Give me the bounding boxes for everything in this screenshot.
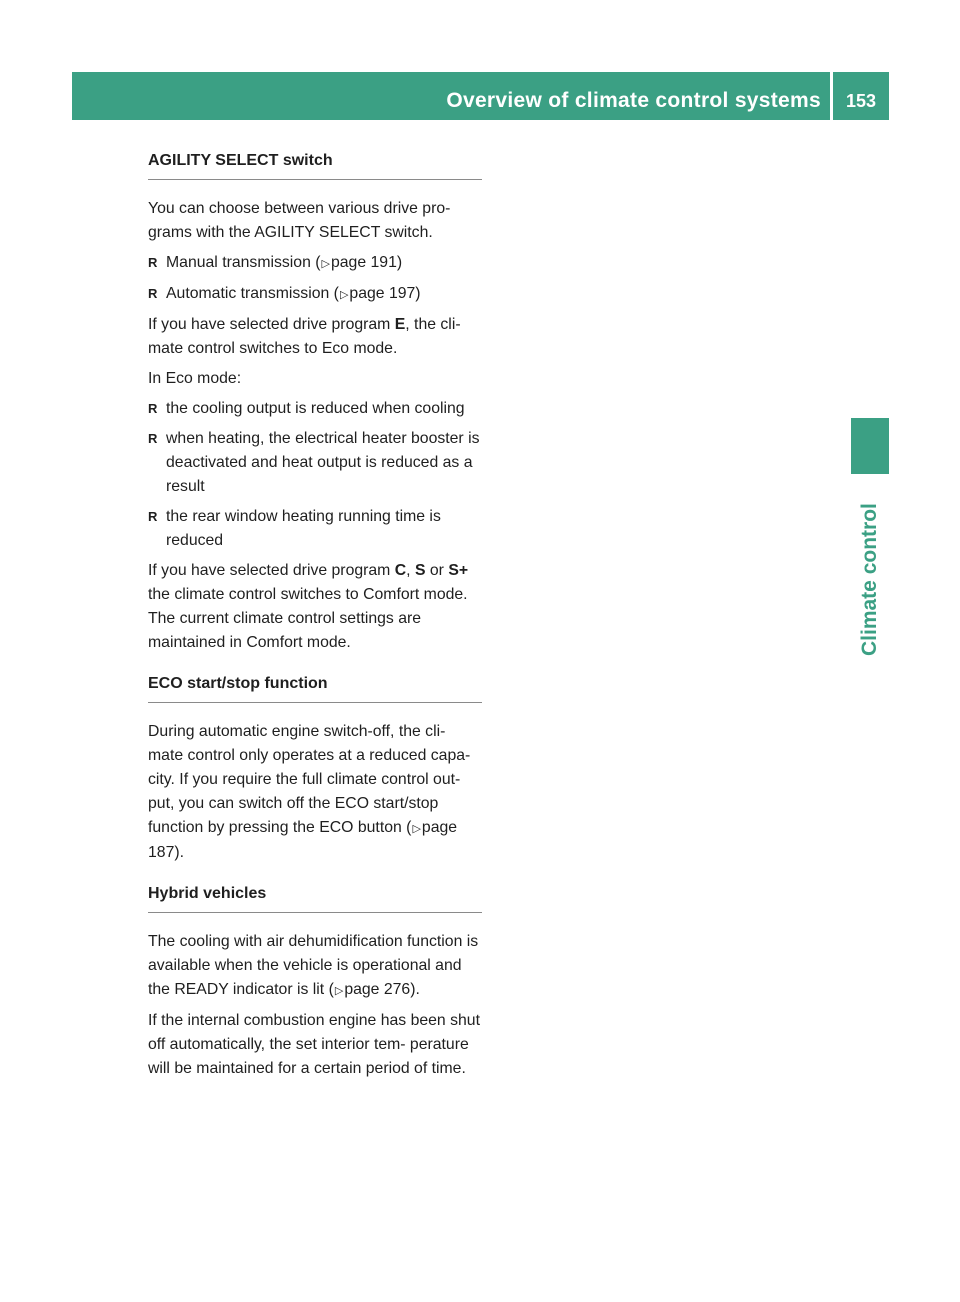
section-title: AGILITY SELECT switch bbox=[148, 150, 482, 180]
page-reference[interactable]: page 276). bbox=[344, 981, 420, 998]
list-item: R the rear window heating running time is reduced bbox=[148, 505, 482, 553]
page-ref-arrow-icon: ▷ bbox=[334, 985, 344, 997]
drive-program-e: E bbox=[394, 316, 406, 333]
page-ref-arrow-icon: ▷ bbox=[321, 258, 330, 270]
section-title: ECO start/stop function bbox=[148, 673, 482, 703]
list-item: R Automatic transmission (▷page 197) bbox=[148, 282, 482, 307]
page-ref-arrow-icon: ▷ bbox=[412, 823, 421, 835]
paragraph: If you have selected drive program C, S or S+ the climate control switches to Comfort mode. The current climate control settings are maintained in Comfort mode. bbox=[148, 562, 469, 651]
page-reference[interactable]: page 197) bbox=[349, 285, 421, 302]
list-item: R when heating, the electrical heater booster is deactivated and heat output is reduced as a result bbox=[148, 427, 482, 499]
paragraph: During automatic engine switch-off, the cli- mate control only operates at a reduced capa- city. If you require the full climate control out- put, you can switch off the ECO start/stop function by pressing the ECO button (▷page 187). bbox=[148, 723, 471, 861]
page-header bbox=[72, 72, 889, 120]
section-eco-start-stop bbox=[148, 673, 482, 865]
chapter-title: Overview of climate control systems bbox=[446, 89, 821, 112]
page-reference[interactable]: page 187). bbox=[148, 819, 458, 861]
bullet-icon: R bbox=[148, 255, 158, 270]
paragraph: If the internal combustion engine has been shut off automatically, the set interior tem- perature will be maintained for a certain period of time. bbox=[148, 1012, 480, 1077]
section-title: Hybrid vehicles bbox=[148, 883, 482, 913]
bullet-icon: R bbox=[148, 286, 158, 301]
bullet-icon: R bbox=[148, 401, 158, 416]
paragraph: The cooling with air dehumidification function is available when the vehicle is operational and the READY indicator is lit (▷page 276). bbox=[148, 933, 479, 998]
section-hybrid-vehicles bbox=[148, 883, 482, 1081]
bullet-icon: R bbox=[148, 509, 158, 524]
bullet-icon: R bbox=[148, 431, 158, 446]
side-tab-marker bbox=[851, 418, 889, 474]
list-item: R the cooling output is reduced when cooling bbox=[148, 397, 482, 421]
paragraph: You can choose between various drive pro- grams with the AGILITY SELECT switch. bbox=[148, 200, 451, 241]
paragraph: If you have selected drive program E, the cli- mate control switches to Eco mode. bbox=[148, 316, 461, 357]
side-tab-label: Climate control bbox=[858, 503, 881, 656]
page-number: 153 bbox=[845, 91, 877, 111]
paragraph: In Eco mode: bbox=[148, 370, 242, 387]
list-item: R Manual transmission (▷page 191) bbox=[148, 251, 482, 276]
page-content bbox=[148, 150, 482, 1099]
section-agility-select bbox=[148, 150, 482, 655]
page-ref-arrow-icon: ▷ bbox=[339, 289, 349, 301]
page-reference[interactable]: page 191) bbox=[330, 254, 403, 271]
